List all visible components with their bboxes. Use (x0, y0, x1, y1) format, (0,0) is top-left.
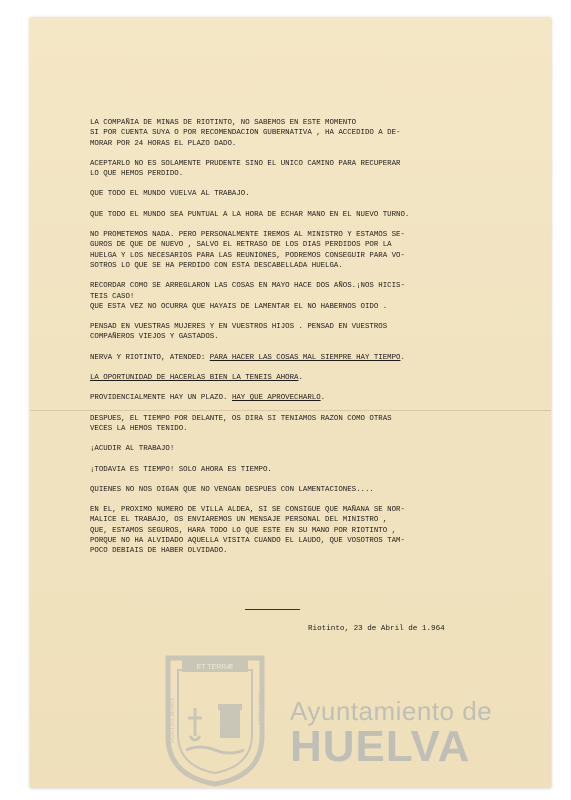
shield-text-top: ET TERRÆ (196, 664, 234, 671)
paragraph-todavia: ¡TODAVIA ES TIEMPO! SOLO AHORA ES TIEMPO. (90, 465, 272, 474)
plazo-tail: . (320, 394, 326, 403)
paragraph-oportunidad (90, 373, 505, 383)
paragraph-7: PENSAD EN VUESTRAS MUJERES Y EN VUESTROS HIJOS . PENSAD EN VUESTROS COMPAÑEROS VIEJOS Y GASTADOS. (90, 323, 388, 342)
watermark-line1: Ayuntamiento de (290, 696, 493, 726)
paragraph-1: LA COMPAÑIA DE MINAS DE RIOTINTO, NO SABEMOS EN ESTE MOMENTO SI POR CUENTA SUYA O POR RECOMENDACION GUBERNATIVA , HA ACCEDIDO A DE- MORAR POR 24 HORAS EL PLAZO DADO. (90, 119, 401, 148)
paragraph-plazo (90, 393, 505, 403)
paragraph-6: RECORDAR COMO SE ARREGLARON LAS COSAS EN MAYO HACE DOS AÑOS.¡NOS HICIS- TEIS CASO! QUE ESTA VEZ NO OCURRA QUE HAYAIS DE LAMENTAR EL NO HABERNOS OIDO . (90, 282, 405, 311)
paragraph-5: NO PROMETEMOS NADA. PERO PERSONALMENTE IREMOS AL MINISTRO Y ESTAMOS SE- GUROS DE QUE DE NUEVO , SALVO EL RETRASO DE LOS DIAS PERDIDOS POR LA HUELGA Y LOS NECESARIOS PARA LAS REUNIONES, PODREMOS CONSEGUIR PARA VO- SOTROS LO QUE SE HA PERDIDO CON ESTA DESCABELLADA HUELGA. (90, 231, 405, 270)
paragraph-acudir: ¡ACUDIR AL TRABAJO! (90, 445, 175, 454)
shield-text-right: CUSTODIA (256, 693, 262, 724)
shield-text-left: PORTUS MARIS (170, 697, 176, 743)
paragraph-3: QUE TODO EL MUNDO VUELVA AL TRABAJO. (90, 190, 250, 199)
oportunidad-tail: . (298, 374, 303, 383)
oportunidad-underlined: LA OPORTUNIDAD DE HACERLAS BIEN LA TENEIS AHORA (90, 374, 299, 383)
waves-icon (186, 747, 244, 753)
paragraph-despues: DESPUES, EL TIEMPO POR DELANTE, OS DIRA SI TENIAMOS RAZON COMO OTRAS VECES LA HEMOS TENIDO. (90, 414, 392, 433)
nerva-tail: . (400, 353, 405, 362)
plazo-lead: PROVIDENCIALMENTE HAY UN PLAZO. (90, 394, 232, 403)
paragraph-2: ACEPTARLO NO ES SOLAMENTE PRUDENTE SINO EL UNICO CAMINO PARA RECUPERAR LO QUE HEMOS PERDIDO. (90, 159, 401, 179)
city-shield-watermark (160, 648, 270, 788)
tower-icon (220, 710, 240, 738)
letter-body (90, 118, 505, 567)
paragraph-proximo: EN EL, PROXIMO NUMERO DE VILLA ALDEA, SI SE CONSIGUE QUE MAÑANA SE NOR- MALICE EL TRABAJO, OS ENVIAREMOS UN MENSAJE PERSONAL DEL MINISTRO , QUE, ESTAMOS SEGUROS, HARA TODO LO QUE ESTE EN SU MANO POR RIOTINTO , PORQUE NO HA ALVIDADO AQUELLA VISITA CUANDO EL LAUDO, QUE VOSOTROS TAM- POCO DEBIAIS DE HABER OLVIDADO. (90, 506, 405, 556)
paragraph-quienes: QUIENES NO NOS OIGAN QUE NO VENGAN DESPUES CON LAMENTACIONES.... (90, 485, 374, 494)
anchor-icon (188, 708, 202, 740)
nerva-underlined: PARA HACER LAS COSAS MAL SIEMPRE HAY TIEMPO (209, 353, 401, 362)
paragraph-4: QUE TODO EL MUNDO SEA PUNTUAL A LA HORA DE ECHAR MANO EN EL NUEVO TURNO. (90, 210, 410, 219)
nerva-lead: NERVA Y RIOTINTO, ATENDED: (90, 353, 210, 362)
dateline: Riotinto, 23 de Abril de 1.964 (308, 625, 445, 633)
signature-rule (245, 609, 300, 610)
watermark-line2: HUELVA (290, 722, 471, 771)
paragraph-nerva (90, 353, 505, 363)
plazo-underlined: HAY QUE APROVECHARLO (231, 394, 321, 403)
